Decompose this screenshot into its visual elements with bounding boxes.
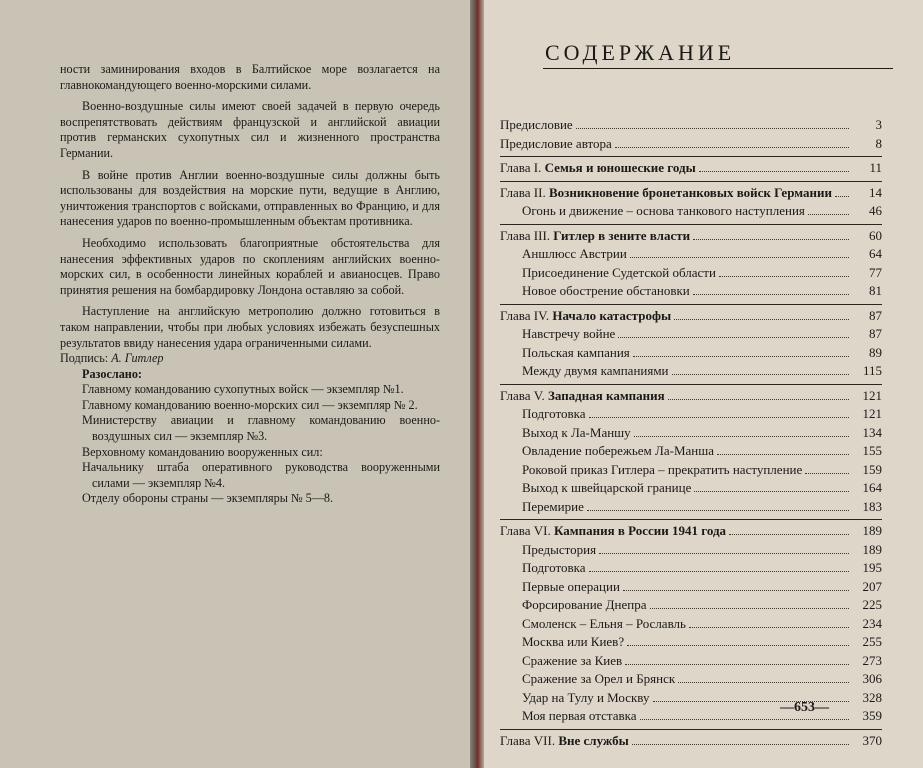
toc-section-row [500, 282, 882, 301]
distribution-item: Министерству авиации и главному командованию военно-воздушных сил — экземпляр №3. [82, 413, 440, 444]
signature-label: Подпись: [60, 351, 109, 366]
toc-chapter-title: Возникновение бронетанковых войск Германии [548, 184, 832, 200]
toc-section-row [500, 245, 882, 264]
toc-page-number: 121 [862, 387, 882, 403]
contents-title: СОДЕРЖАНИЕ [545, 40, 736, 65]
toc-label: Подготовка [522, 406, 586, 421]
toc-page-number: 370 [862, 732, 882, 748]
dot-leader [694, 491, 849, 492]
chapter-divider [500, 519, 882, 520]
distribution-item: Отделу обороны страны — экземпляры № 5—8. [82, 491, 334, 506]
dot-leader [835, 196, 849, 197]
toc-section-row [500, 559, 882, 578]
toc-section-row [500, 362, 882, 381]
toc-chapter-title: Кампания в России 1941 года [554, 523, 727, 538]
dot-leader [668, 399, 849, 400]
toc-label: Форсирование Днепра [522, 597, 647, 612]
dot-leader [630, 257, 849, 258]
toc-label: Моя первая отставка [522, 708, 637, 723]
toc-section-row [500, 633, 882, 652]
toc-label: Овладение побережьем Ла-Манша [522, 443, 715, 458]
dot-leader [717, 454, 849, 455]
toc-label: Аншлюсс Австрии [522, 246, 627, 261]
toc-chapter-row [500, 522, 882, 541]
toc-page-number: 207 [862, 578, 882, 594]
dot-leader [589, 417, 849, 418]
toc-section-row [500, 442, 882, 461]
toc-label: Навстречу войне [522, 326, 616, 341]
toc-section-row [500, 615, 882, 634]
toc-label: Удар на Тулу и Москву [522, 689, 650, 705]
toc-page-number: 189 [862, 541, 882, 557]
toc-label: Предыстория [522, 541, 597, 557]
page-number: —653— [780, 700, 829, 715]
dot-leader [689, 627, 849, 628]
dot-leader [599, 553, 849, 554]
toc-section-row [500, 670, 882, 689]
paragraph-1: ности заминирования входов в Балтийское море возлагается на главнокомандующего военно-морскими силами. [60, 62, 440, 92]
distribution-item: Главному командованию военно-морских сил — экземпляр № 2. [82, 397, 418, 412]
toc-page-number: 164 [862, 480, 882, 495]
toc-section-row [500, 344, 882, 363]
toc-chapter-row [500, 159, 882, 178]
toc-page-number: 8 [875, 135, 882, 151]
toc-section-row [500, 578, 882, 597]
toc-chapter-row [500, 227, 882, 246]
toc-label: Присоединение Судетской области [522, 264, 716, 280]
toc-label: Между двумя кампаниями [522, 363, 669, 378]
toc-page-number: 134 [862, 424, 882, 440]
toc-chapter-label [500, 184, 832, 203]
toc-label: Москва или Киев? [522, 634, 625, 649]
toc-page-number: 121 [862, 406, 882, 421]
toc-page-number: 115 [862, 363, 882, 378]
toc-label: Предисловие автора [500, 135, 612, 151]
toc-chapter-row [500, 387, 882, 406]
dot-leader [729, 534, 849, 535]
toc-page-number: 60 [869, 227, 882, 243]
dot-leader [672, 374, 849, 375]
toc-section-row [500, 652, 882, 671]
distribution-heading: Разослано: [82, 366, 142, 381]
toc-label: Выход к швейцарской границе [522, 480, 692, 495]
toc-chapter-prefix: Глава V. [500, 387, 545, 403]
dot-leader [674, 319, 849, 320]
dot-leader [640, 719, 850, 720]
toc-chapter-label [500, 227, 690, 246]
title-divider [543, 68, 893, 69]
toc-chapter-label [500, 522, 726, 541]
toc-page-number: 195 [862, 560, 882, 575]
paragraph-4: Необходимо использовать благоприятные обстоятельства для нанесения эффективных ударов по скоплениям английских военно-морских сил, в особенности линейных кораблей и авианосцев. Право принятия решения на бомбардировку Лондона оставляю за собой. [60, 235, 440, 297]
toc-section-row [500, 498, 882, 517]
toc-page-number: 273 [862, 652, 882, 668]
toc-chapter-prefix: Глава VII. [500, 732, 556, 748]
dot-leader [587, 510, 849, 511]
toc-page-number: 155 [862, 443, 882, 458]
toc-chapter-title: Гитлер в зените власти [553, 227, 691, 243]
toc-page-number: 3 [875, 117, 882, 132]
dot-leader [615, 147, 849, 148]
toc-page-number: 183 [862, 498, 882, 514]
toc-label: Предисловие [500, 117, 573, 132]
toc-front-row [500, 116, 882, 135]
toc-page-number: 89 [869, 344, 882, 360]
toc-page-number: 306 [862, 671, 882, 686]
table-of-contents [500, 116, 882, 750]
toc-page-number: 87 [869, 307, 882, 323]
toc-chapter-row [500, 184, 882, 203]
dot-leader [805, 473, 849, 474]
distribution-item: Главному командованию сухопутных войск — экземпляр №1. [82, 382, 404, 397]
toc-page-number: 255 [862, 634, 882, 649]
toc-page-number: 359 [862, 708, 882, 723]
dot-leader [589, 571, 849, 572]
dot-leader [632, 744, 849, 745]
distribution-item: Начальнику штаба оперативного руководства вооруженными силами — экземпляр №4. [82, 460, 440, 490]
dot-leader [650, 608, 850, 609]
toc-chapter-prefix: Глава IV. [500, 307, 550, 323]
toc-page-number: 225 [862, 597, 882, 612]
toc-section-row [500, 461, 882, 480]
toc-page-number: 159 [862, 461, 882, 477]
toc-section-row [500, 541, 882, 560]
toc-page-number: 81 [869, 283, 882, 298]
chapter-divider [500, 384, 882, 385]
toc-chapter-label [500, 307, 671, 326]
toc-chapter-title: Западная кампания [548, 387, 665, 403]
toc-label: Польская кампания [522, 344, 630, 360]
toc-chapter-row [500, 307, 882, 326]
toc-page-number: 46 [869, 203, 882, 218]
dot-leader [678, 682, 849, 683]
toc-chapter-title: Семья и юношеские годы [544, 160, 696, 175]
toc-page-number: 87 [869, 326, 882, 341]
toc-chapter-title: Начало катастрофы [552, 307, 672, 323]
toc-page-number: 189 [862, 523, 882, 538]
toc-chapter-label [500, 159, 696, 178]
toc-page-number: 11 [869, 160, 882, 175]
toc-page-number: 328 [862, 689, 882, 705]
paragraph-5: Наступление на английскую метрополию должно готовиться в таком направлении, чтобы при любых условиях избежать безуспешных результатов ввиду нанесения удара ограниченными силами. [60, 304, 440, 350]
toc-chapter-prefix: Глава III. [500, 227, 551, 243]
toc-label: Огонь и движение – основа танкового наступления [522, 203, 805, 218]
toc-label: Смоленск – Ельня – Рославль [522, 615, 686, 631]
toc-label: Сражение за Киев [522, 652, 623, 668]
dot-leader [808, 214, 849, 215]
toc-page-number: 64 [869, 246, 882, 261]
toc-page-number: 14 [869, 184, 882, 200]
dot-leader [623, 590, 849, 591]
chapter-divider [500, 156, 882, 157]
toc-chapter-title: Вне службы [558, 732, 629, 748]
toc-label: Первые операции [522, 578, 620, 594]
paragraph-3: В войне против Англии военно-воздушные силы должны быть использованы для воздействия на морские пути, ведущие в Англию, уничтожения транспортов с войсками, отправленных во Францию, и для нанесения ударов по военно-промышленным объектам противника. [60, 167, 440, 229]
book-gutter [470, 0, 484, 768]
toc-chapter-prefix: Глава II. [500, 184, 546, 200]
toc-section-row [500, 424, 882, 443]
dot-leader [576, 128, 849, 129]
toc-label: Роковой приказ Гитлера – прекратить наступление [522, 461, 803, 477]
toc-chapter-label [500, 732, 629, 751]
dot-leader [699, 171, 849, 172]
toc-chapter-prefix: Глава VI. [500, 523, 551, 538]
toc-section-row [500, 479, 882, 498]
toc-chapter-row [500, 732, 882, 751]
left-page-text [60, 62, 440, 507]
toc-front-row [500, 135, 882, 154]
dot-leader [719, 276, 849, 277]
chapter-divider [500, 304, 882, 305]
paragraph-2: Военно-воздушные силы имеют своей задачей в первую очередь воспрепятствовать действиям французской и английской авиации против германских сухопутных сил и жизненного пространства Германии. [60, 99, 440, 160]
dot-leader [618, 337, 849, 338]
dot-leader [625, 664, 849, 665]
toc-chapter-label [500, 387, 665, 406]
dot-leader [627, 645, 849, 646]
toc-page-number: 77 [869, 264, 882, 280]
chapter-divider [500, 729, 882, 730]
toc-section-row [500, 202, 882, 221]
toc-section-row [500, 596, 882, 615]
toc-label: Подготовка [522, 560, 586, 575]
dot-leader [633, 356, 849, 357]
signature-name: А. Гитлер [111, 351, 164, 366]
toc-section-row [500, 264, 882, 283]
toc-page-number: 234 [862, 615, 882, 631]
dot-leader [693, 294, 849, 295]
distribution-item: Верховному командованию вооруженных сил: [82, 444, 323, 459]
toc-label: Выход к Ла-Маншу [522, 424, 631, 440]
toc-label: Перемирие [522, 498, 584, 514]
chapter-divider [500, 181, 882, 182]
signature-line [60, 351, 440, 367]
toc-chapter-prefix: Глава I. [500, 160, 542, 175]
chapter-divider [500, 224, 882, 225]
toc-section-row [500, 325, 882, 344]
dot-leader [634, 436, 849, 437]
toc-label: Новое обострение обстановки [522, 283, 690, 298]
toc-label: Сражение за Орел и Брянск [522, 671, 676, 686]
dot-leader [693, 239, 849, 240]
toc-section-row [500, 405, 882, 424]
